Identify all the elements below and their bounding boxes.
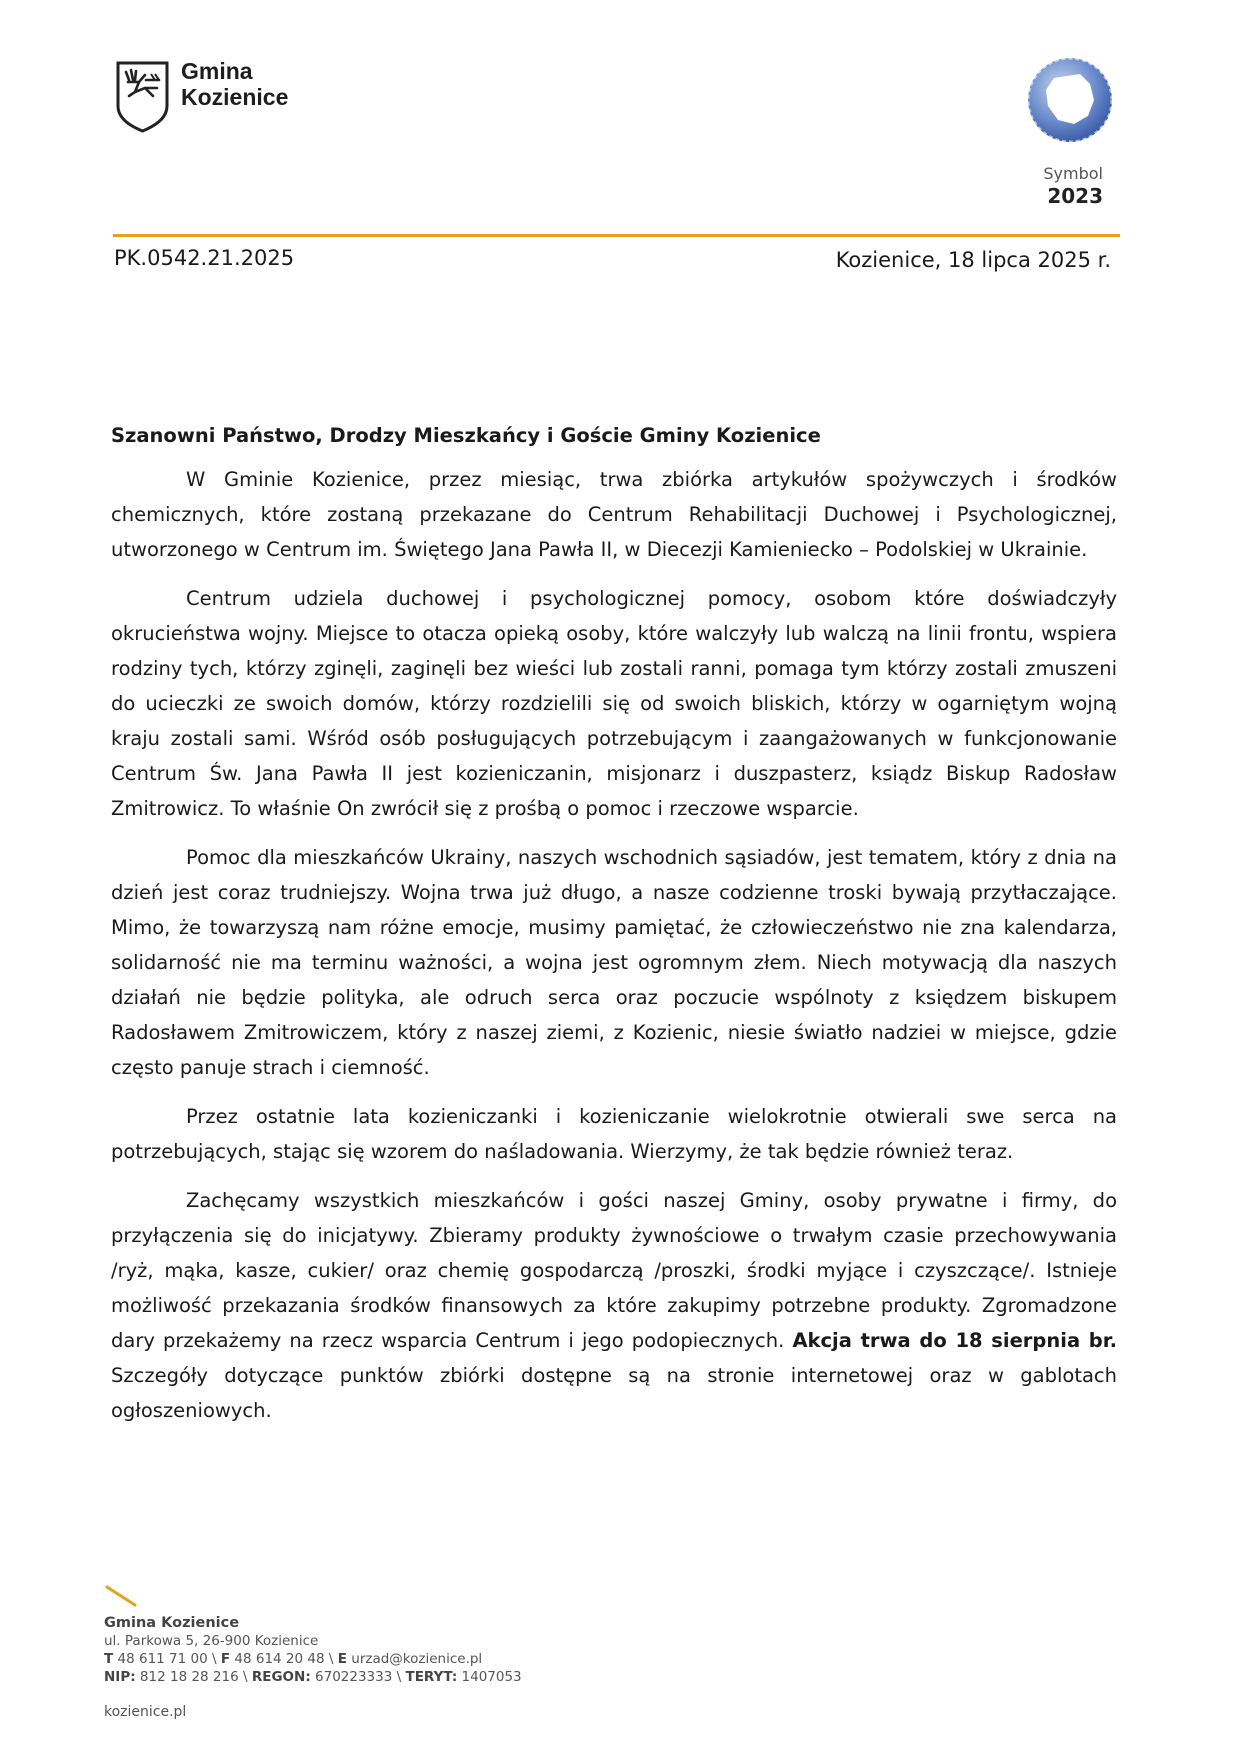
- letter-body: [111, 418, 1117, 1442]
- org-name-line1: Gmina: [181, 58, 253, 84]
- place-and-date: Kozienice, 18 lipca 2025 r.: [835, 248, 1111, 272]
- header-divider: [113, 234, 1120, 237]
- footer-nip: 812 18 28 216: [139, 1669, 239, 1685]
- footer-accent-icon: [105, 1585, 139, 1609]
- footer-phone: 48 611 71 00: [117, 1651, 208, 1667]
- paragraph-5-start: Zachęcamy wszystkich mieszkańców i gości naszej Gminy, osoby prywatne i firmy, do przyłączenia się do inicjatywy. Zbieramy produkty żywnościowe o trwałym czasie przechowywania /ryż, mąka, kasze, cukier/ oraz chemię gospodarczą /proszki, środki myjące i czyszczące/. Istnieje możliwość przekazania środków finansowych za które zakupimy potrzebne produkty. Zgromadzone dary przekażemy na rzecz wsparcia Centrum i jego podopiecznych.: [111, 1189, 1117, 1352]
- paragraph-2: Centrum udziela duchowej i psychologicznej pomocy, osobom które doświadczyły okrucieństwa wojny. Miejsce to otacza opieką osoby, które walczyły lub walczą na linii frontu, wspiera rodziny tych, którzy zginęli, zaginęli bez wieści lub zostali ranni, pomaga tym którzy zostali zmuszeni do ucieczki ze swoich domów, którzy rozdzielili się od swoich bliskich, którzy w ogarniętym wojną kraju zostali sami. Wśród osób posługujących potrzebującym i zaangażowanych w funkcjonowanie Centrum Św. Jana Pawła II jest kozieniczanin, misjonarz i duszpasterz, ksiądz Biskup Radosław Zmitrowicz. To właśnie On zwrócił się z prośbą o pomoc i rzeczowe wsparcie.: [111, 587, 1117, 820]
- gmina-kozienice-logo-icon: [115, 60, 170, 134]
- symbol-year: 2023: [1047, 184, 1103, 208]
- symbol-label-text: Symbol: [1043, 164, 1103, 183]
- footer-email[interactable]: urzad@kozienice.pl: [351, 1651, 483, 1667]
- footer-website-link[interactable]: kozienice.pl: [104, 1704, 187, 1720]
- footer-fax: 48 614 20 48: [234, 1651, 325, 1667]
- org-name: [181, 58, 288, 110]
- symbol-label: [1043, 164, 1103, 208]
- footer-address: ul. Parkowa 5, 26-900 Kozienice: [104, 1633, 319, 1649]
- paragraph-5: [111, 1183, 1117, 1428]
- footer-phones: T 48 611 71 00 \ F 48 614 20 48 \ E urzad@kozienice.pl: [104, 1651, 483, 1667]
- footer-regon: 670223333: [315, 1669, 393, 1685]
- paragraph-4: Przez ostatnie lata kozieniczanki i kozieniczanie wielokrotnie otwierali swe serca na potrzebujących, stając się wzorem do naśladowania. Wierzymy, że tak będzie również teraz.: [111, 1105, 1117, 1163]
- symbol-2023-emblem-icon: [1024, 54, 1116, 146]
- footer-registry: NIP: 812 18 28 216 \ REGON: 670223333 \ TERYT: 1407053: [104, 1669, 522, 1685]
- footer-org-name: Gmina Kozienice: [104, 1615, 240, 1631]
- paragraph-5-end: Szczegóły dotyczące punktów zbiórki dostępne są na stronie internetowej oraz w gablotach ogłoszeniowych.: [111, 1364, 1117, 1422]
- footer-teryt: 1407053: [461, 1669, 522, 1685]
- paragraph-3: Pomoc dla mieszkańców Ukrainy, naszych wschodnich sąsiadów, jest tematem, który z dnia na dzień jest coraz trudniejszy. Wojna trwa już długo, a nasze codzienne troski bywają przytłaczające. Mimo, że towarzyszą nam różne emocje, musimy pamiętać, że człowieczeństwo nie zna kalendarza, solidarność nie ma terminu ważności, a wojna jest ogromnym złem. Niech motywacją dla naszych działań nie będzie polityka, ale odruch serca oraz poczucie wspólnoty z księdzem biskupem Radosławem Zmitrowiczem, który z naszej ziemi, z Kozienic, niesie światło nadziei w miejsce, gdzie często panuje strach i ciemność.: [111, 846, 1117, 1079]
- campaign-deadline: Akcja trwa do 18 sierpnia br.: [792, 1329, 1117, 1352]
- footer-contact: [104, 1614, 522, 1686]
- salutation: Szanowni Państwo, Drodzy Mieszkańcy i Goście Gminy Kozienice: [111, 424, 821, 447]
- reference-number: PK.0542.21.2025: [114, 246, 295, 270]
- paragraph-1: W Gminie Kozienice, przez miesiąc, trwa zbiórka artykułów spożywczych i środków chemicznych, które zostaną przekazane do Centrum Rehabilitacji Duchowej i Psychologicznej, utworzonego w Centrum im. Świętego Jana Pawła II, w Diecezji Kamieniecko – Podolskiej w Ukrainie.: [111, 468, 1117, 561]
- org-name-line2: Kozienice: [181, 84, 289, 110]
